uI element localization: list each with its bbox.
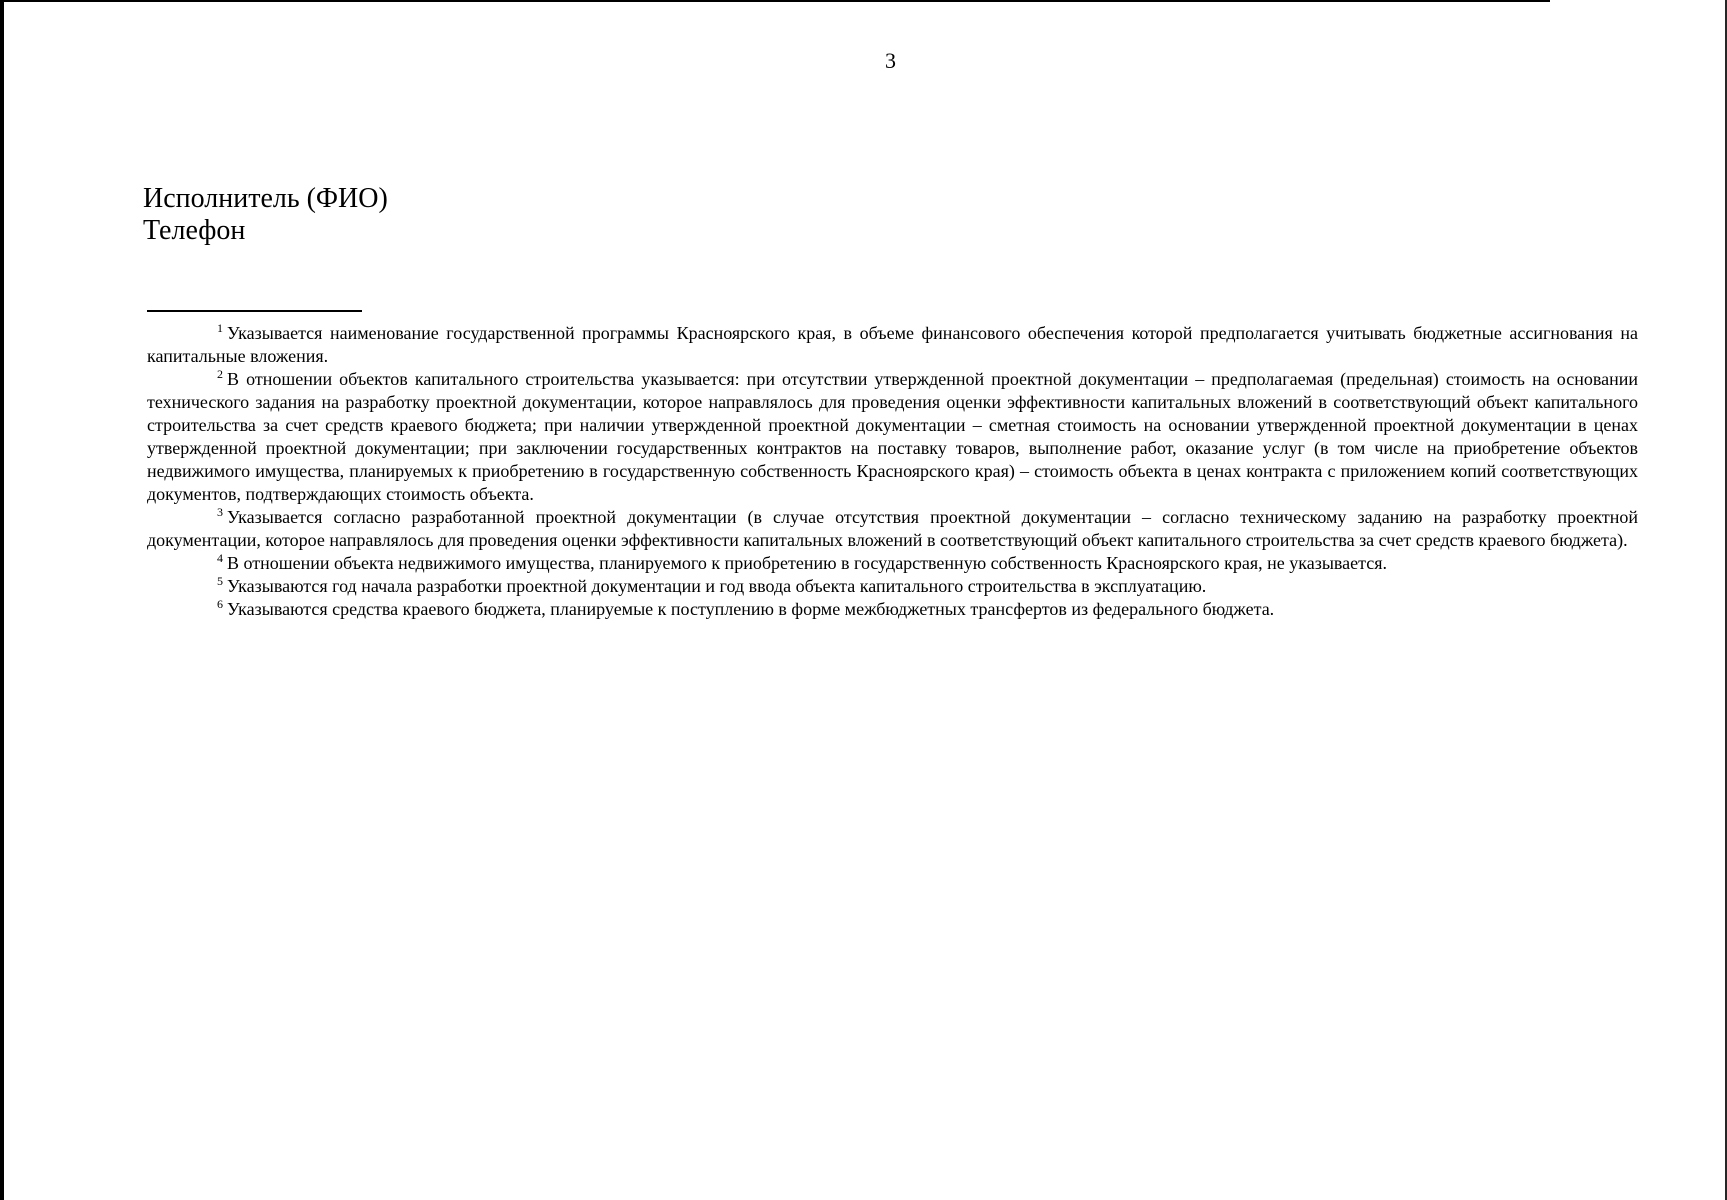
footnote	[147, 575, 1638, 598]
footnote-text: Указывается согласно разработанной проектной документации (в случае отсутствия проектной документации – согласно техническому заданию на разработку проектной документации, которое направлялось для проведения оценки эффективности капитальных вложений в соответствующий объект капитального строительства за счет средств краевого бюджета).	[147, 507, 1638, 550]
footnote	[147, 368, 1638, 506]
footnote	[147, 598, 1638, 621]
footnote-mark: 1	[217, 321, 223, 335]
footnotes-section	[147, 322, 1638, 621]
footnote	[147, 552, 1638, 575]
footnote-mark: 4	[217, 551, 223, 565]
footnote-mark: 2	[217, 367, 223, 381]
executor-name-label: Исполнитель (ФИО)	[143, 183, 388, 214]
footnote	[147, 322, 1638, 368]
footnote	[147, 506, 1638, 552]
footnote-text: В отношении объектов капитального строительства указывается: при отсутствии утвержденной проектной документации – предполагаемая (предельная) стоимость на основании технического задания на разработку проектной документации, которое направлялось для проведения оценки эффективности капитальных вложений в соответствующий объект капитального строительства за счет средств краевого бюджета; при наличии утвержденной проектной документации – сметная стоимость на основании утвержденной проектной документации в ценах утвержденной проектной документации; при заключении государственных контрактов на поставку товаров, выполнение работ, оказание услуг (в том числе на приобретение объектов недвижимого имущества, планируемых к приобретению в государственную собственность Красноярского края) – стоимость объекта в ценах контракта с приложением копий соответствующих документов, подтверждающих стоимость объекта.	[147, 369, 1638, 504]
footnote-mark: 3	[217, 505, 223, 519]
footnote-text: Указываются год начала разработки проектной документации и год ввода объекта капитального строительства в эксплуатацию.	[227, 576, 1207, 596]
footnote-mark: 5	[217, 574, 223, 588]
footnote-text: Указываются средства краевого бюджета, планируемые к поступлению в форме межбюджетных трансфертов из федерального бюджета.	[227, 599, 1275, 619]
footnote-mark: 6	[217, 597, 223, 611]
scan-edge-left	[0, 0, 4, 1200]
footnote-separator	[147, 310, 362, 312]
footnote-text: В отношении объекта недвижимого имущества, планируемого к приобретению в государственную собственность Красноярского края, не указывается.	[227, 553, 1388, 573]
scan-edge-top	[0, 0, 1550, 2]
executor-block	[143, 183, 388, 247]
executor-phone-label: Телефон	[143, 215, 246, 246]
footnote-text: Указывается наименование государственной программы Красноярского края, в объеме финансового обеспечения которой предполагается учитывать бюджетные ассигнования на капитальные вложения.	[147, 323, 1638, 366]
page-number: 3	[885, 48, 896, 73]
